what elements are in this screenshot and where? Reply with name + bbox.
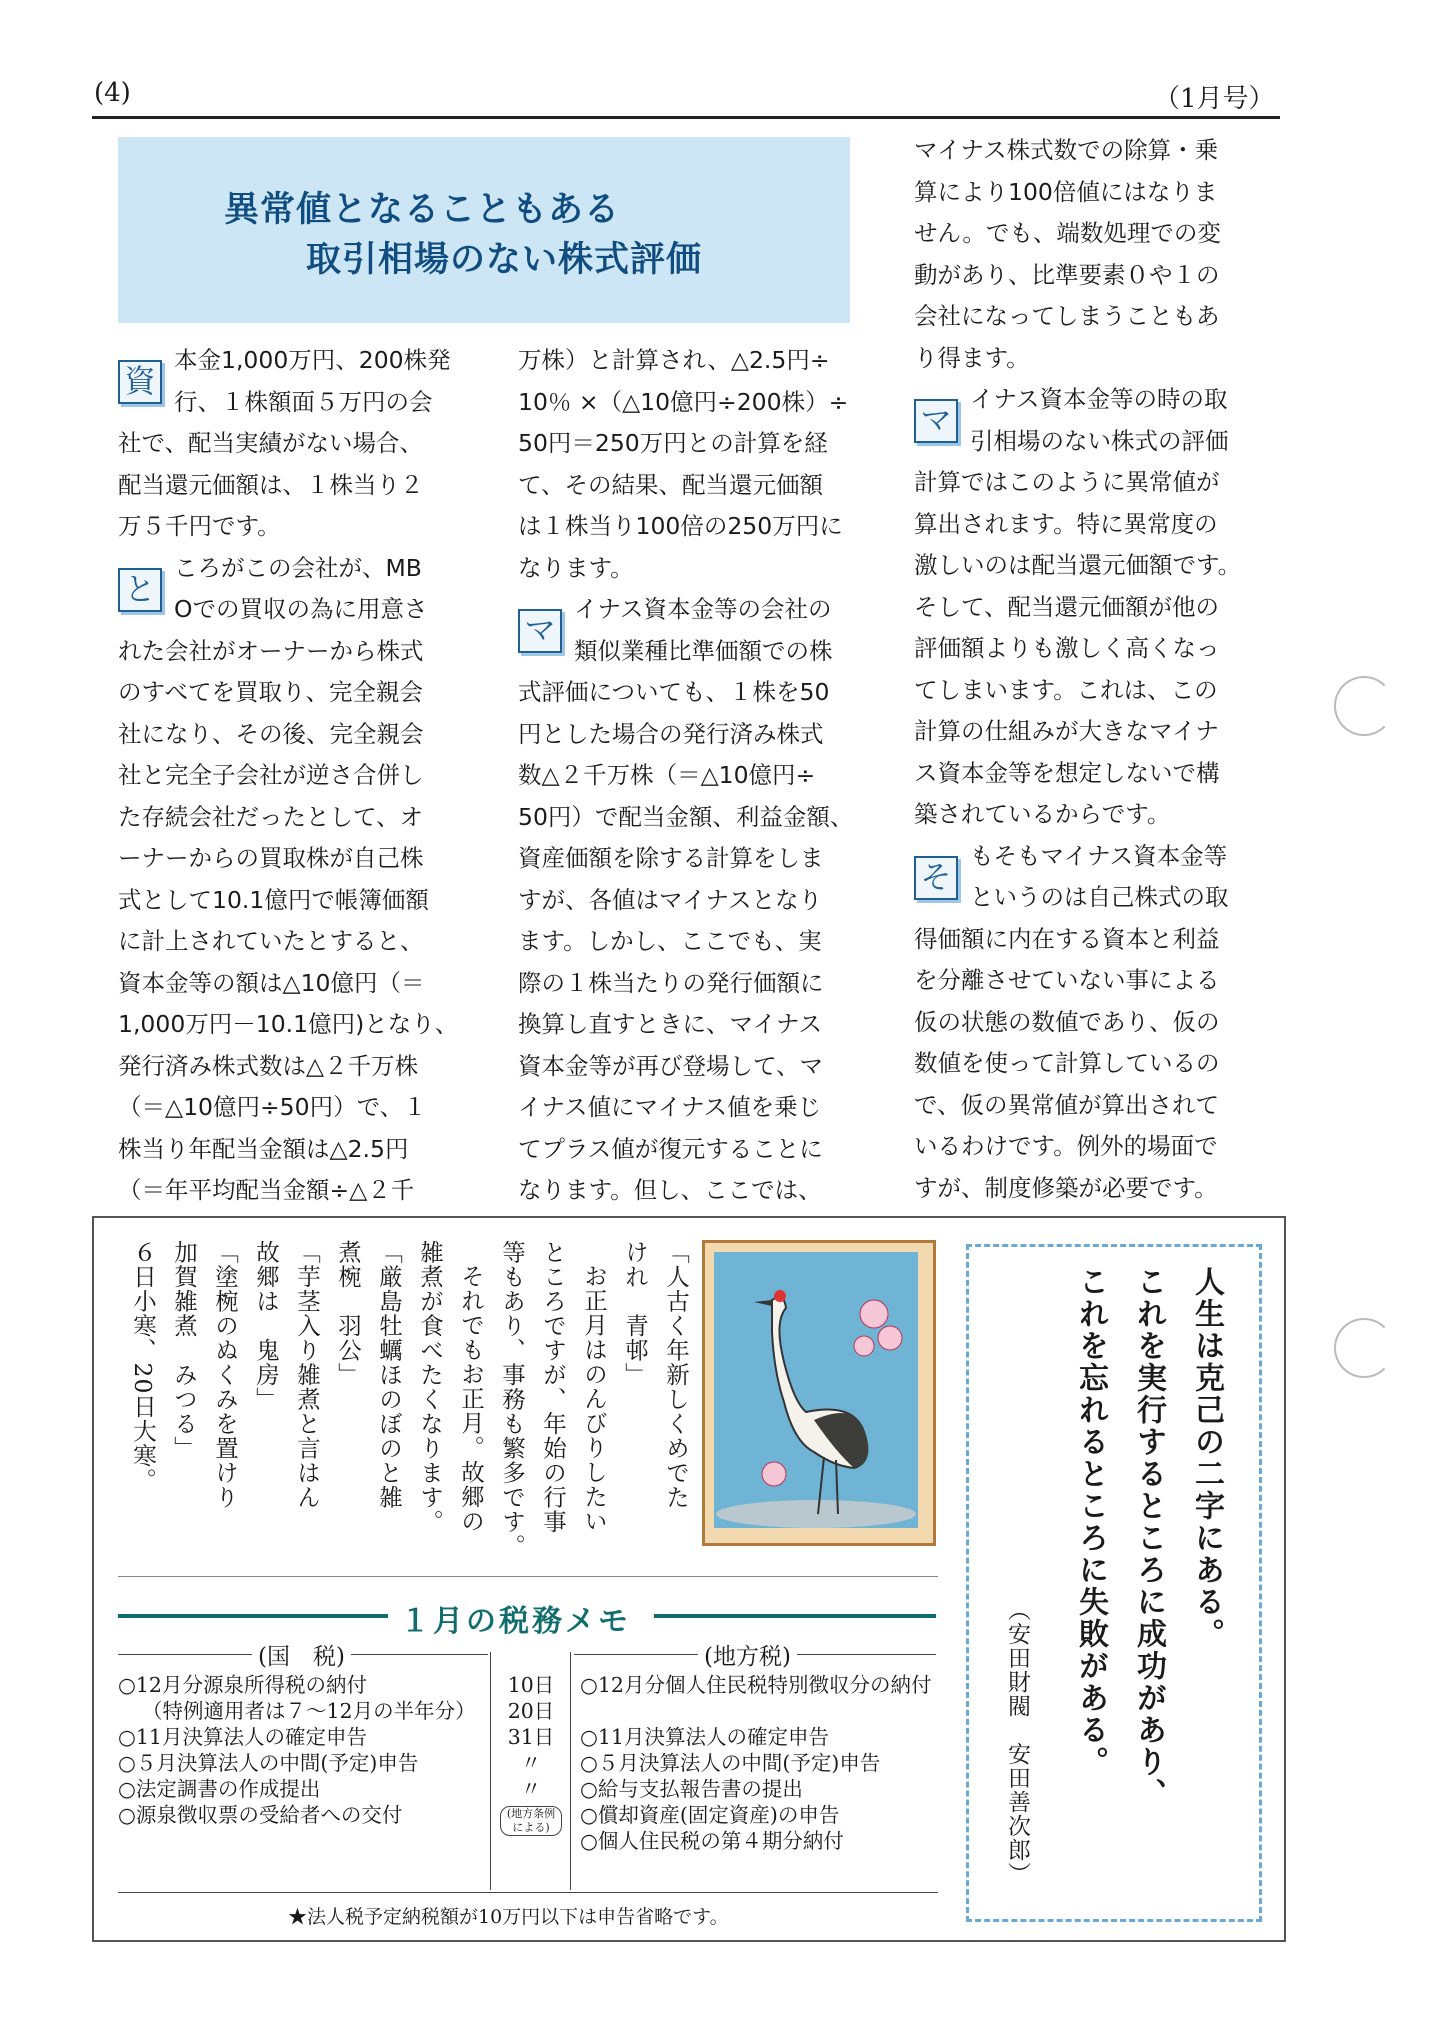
- essay-column: 等もあり、事務も繁多です。: [498, 1240, 526, 1559]
- text-line: で、仮の異常値が算出されて: [914, 1090, 1220, 1119]
- memo-title: １月の税務メモ: [400, 1604, 631, 1639]
- national-tax-list: [118, 1672, 476, 1828]
- page-number: (4): [94, 78, 131, 108]
- text-line: 換算し直すときに、マイナス: [518, 1010, 823, 1038]
- text-line: なります。但し、ここでは、: [518, 1176, 822, 1204]
- quote-author: （安田財閥 安田善次郎）: [1004, 1598, 1030, 1886]
- essay-column: けれ 青邨」: [621, 1240, 649, 1387]
- local-tax-list: [580, 1672, 931, 1854]
- article-column-3: [914, 130, 1264, 1209]
- crane-icon: [714, 1252, 918, 1528]
- memo-dates: [496, 1672, 566, 1836]
- text-line: 類似業種比準価額での株: [574, 636, 833, 665]
- text-line: すが、各値はマイナスとなり: [518, 885, 823, 914]
- essay-column: 加賀雑煮 みつる」: [170, 1240, 198, 1461]
- text-line: （＝年平均配当金額÷△２千: [118, 1176, 415, 1204]
- memo-item: （特例適用者は７～12月の半年分）: [142, 1699, 476, 1723]
- divider: [490, 1652, 491, 1890]
- text-line: ころがこの会社が、MB: [174, 553, 422, 582]
- text-line: イナス値にマイナス値を乗じ: [518, 1093, 822, 1121]
- memo-item: ○５月決算法人の中間(予定)申告: [118, 1751, 419, 1775]
- text-line: というのは自己株式の取: [970, 883, 1229, 911]
- essay-column: 「厳島牡蠣ほのぼのと雑: [375, 1240, 403, 1510]
- essay-column: 煮椀 羽公」: [334, 1240, 362, 1387]
- memo-footnote: ★法人税予定納税額が10万円以下は申告省略です。: [288, 1906, 729, 1928]
- text-line: （＝△10億円÷50円）で、１: [118, 1093, 427, 1121]
- date-note-line: (地方条例: [506, 1807, 556, 1820]
- drop-cap-ma: マ: [914, 399, 958, 443]
- text-line: せん。でも、端数処理での変: [914, 219, 1221, 247]
- text-line: のすべてを買取り、完全親会: [118, 678, 424, 706]
- memo-item: ○償却資産(固定資産)の申告: [580, 1803, 840, 1827]
- memo-item: ○12月分個人住民税特別徴収分の納付: [580, 1673, 932, 1697]
- text-line: を分離させていない事による: [914, 966, 1220, 994]
- text-line: もそもマイナス資本金等: [970, 841, 1228, 870]
- drop-cap-to: と: [118, 568, 162, 612]
- text-line: 数値を使って計算しているの: [914, 1049, 1220, 1077]
- text-line: 10％ ×（△10億円÷200株）÷: [518, 387, 849, 416]
- essay-column: 「芋茎入り雑煮と言はん: [293, 1240, 321, 1510]
- text-line: 本金1,000万円、200株発: [174, 346, 451, 374]
- text-line: Oでの買収の為に用意さ: [174, 595, 428, 623]
- memo-title-rule-left: [118, 1614, 388, 1618]
- text-line: 社になり、その後、完全親会: [118, 719, 424, 748]
- memo-item: [580, 1698, 931, 1724]
- drop-cap-ma: マ: [518, 609, 562, 653]
- text-line: 社で、配当実績がない場合、: [118, 429, 424, 457]
- text-line: 資産価額を除する計算をしま: [518, 844, 824, 872]
- text-line: 得価額に内在する資本と利益: [914, 924, 1220, 953]
- text-line: 万５千円です。: [118, 512, 281, 540]
- quote-line-3: これを忘れるところに失敗がある。: [1073, 1266, 1108, 1778]
- text-line: いるわけです。例外的場面で: [914, 1132, 1218, 1160]
- memo-date: 10日: [507, 1673, 555, 1697]
- essay-column: 故郷は 鬼房」: [252, 1240, 280, 1412]
- text-line: 評価額よりも激しく高くなっ: [914, 634, 1220, 662]
- memo-date: 〃: [520, 1751, 542, 1775]
- text-line: てプラス値が復元することに: [518, 1134, 823, 1163]
- essay-column: 雑煮が食べたくなります。: [416, 1240, 444, 1534]
- essay-column: それでもお正月。故郷の: [457, 1264, 485, 1534]
- article-column-2: [518, 340, 858, 1212]
- quote-line-2: これを実行するところに成功があり、: [1131, 1266, 1166, 1810]
- text-line: 動があり、比準要素０や１の: [914, 260, 1220, 289]
- memo-item: ○給与支払報告書の提出: [580, 1777, 803, 1801]
- memo-date: 31日: [507, 1725, 555, 1749]
- title-line-2: 取引相場のない株式評価: [306, 240, 703, 280]
- text-line: 会社になってしまうこともあ: [914, 302, 1220, 330]
- text-line: に計上されていたとすると、: [118, 927, 424, 955]
- issue-label: （1月号）: [1154, 84, 1275, 114]
- text-line: 数△２千万株（＝△10億円÷: [518, 761, 816, 789]
- text-line: 50円＝250万円との計算を経: [518, 429, 828, 457]
- text-line: 万株）と計算され、△2.5円÷: [518, 346, 830, 374]
- text-line: 社と完全子会社が逆さ合併し: [118, 761, 424, 789]
- memo-item: ○11月決算法人の確定申告: [118, 1725, 367, 1749]
- binder-hole: [1334, 1318, 1394, 1378]
- memo-date: 20日: [507, 1699, 555, 1723]
- text-line: は１株当り100倍の250万円に: [518, 512, 843, 540]
- divider: [570, 1652, 571, 1890]
- text-line: り得ます。: [914, 343, 1030, 372]
- text-line: 際の１株当たりの発行価額に: [518, 968, 824, 997]
- text-line: た存続会社だったとして、オ: [118, 802, 424, 831]
- essay-column: 「人古く年新しくめでた: [662, 1240, 690, 1510]
- local-tax-label: (地方税): [698, 1638, 797, 1671]
- crane-illustration: [714, 1252, 918, 1528]
- text-line: ーナーからの買取株が自己株: [118, 844, 424, 872]
- text-line: マイナス株式数での除算・乗: [914, 136, 1219, 164]
- text-line: そして、配当還元価額が他の: [914, 592, 1220, 621]
- text-line: てしまいます。これは、この: [914, 675, 1218, 704]
- text-line: ス資本金等を想定しないで構: [914, 758, 1220, 787]
- memo-item: ○11月決算法人の確定申告: [580, 1725, 829, 1749]
- title-line-1: 異常値となることもある: [224, 190, 621, 230]
- national-tax-label: (国 税): [252, 1638, 351, 1671]
- binder-hole: [1334, 676, 1394, 736]
- divider: [118, 1892, 938, 1893]
- text-line: れた会社がオーナーから株式: [118, 636, 424, 665]
- essay-column: お正月はのんびりしたい: [580, 1264, 608, 1534]
- text-line: 資本金等が再び登場して、マ: [518, 1051, 824, 1080]
- text-line: 発行済み株式数は△２千万株: [118, 1051, 419, 1080]
- text-line: 配当還元価額は、１株当り２: [118, 470, 424, 499]
- drop-cap-so: そ: [914, 856, 958, 900]
- new-year-essay: [96, 1240, 696, 1570]
- text-line: イナス資本金等の会社の: [574, 595, 832, 623]
- text-line: 円とした場合の発行済み株式: [518, 719, 824, 748]
- text-line: 資本金等の額は△10億円（＝: [118, 968, 425, 997]
- text-line: 仮の状態の数値であり、仮の: [914, 1007, 1220, 1036]
- drop-cap-shi: 資: [118, 360, 162, 404]
- text-line: すが、制度修築が必要です。: [914, 1173, 1218, 1202]
- divider: [118, 1576, 938, 1577]
- text-line: 激しいのは配当還元価額です。: [914, 551, 1242, 579]
- text-line: ます。しかし、ここでも、実: [518, 927, 822, 955]
- memo-title-rule-right: [654, 1614, 936, 1618]
- text-line: て、その結果、配当還元価額: [518, 470, 824, 499]
- memo-item: ○源泉徴収票の受給者への交付: [118, 1803, 403, 1827]
- header-rule: [92, 116, 1280, 119]
- text-line: 算により100倍値にはなりま: [914, 177, 1218, 206]
- memo-date: 〃: [520, 1777, 542, 1801]
- essay-column: 「塗椀のぬくみを置けり: [211, 1240, 239, 1510]
- text-line: 算出されます。特に異常度の: [914, 509, 1218, 538]
- text-line: 計算の仕組みが大きなマイナ: [914, 717, 1220, 745]
- memo-item: ○法定調書の作成提出: [118, 1777, 321, 1801]
- text-line: 50円）で配当金額、利益金額、: [518, 802, 854, 831]
- memo-item: ○５月決算法人の中間(予定)申告: [580, 1751, 881, 1775]
- memo-item: ○個人住民税の第４期分納付: [580, 1829, 844, 1853]
- essay-column: ところですが、年始の行事: [539, 1240, 567, 1534]
- date-note-line: による): [512, 1821, 550, 1834]
- text-line: 引相場のない株式の評価: [970, 426, 1229, 455]
- text-line: 株当り年配当金額は△2.5円: [118, 1134, 409, 1163]
- memo-item: ○12月分源泉所得税の納付: [118, 1673, 367, 1697]
- text-line: 式として10.1億円で帳簿価額: [118, 885, 429, 914]
- text-line: 築されているからです。: [914, 800, 1171, 828]
- essay-column: ６日小寒、20日大寒。: [129, 1240, 157, 1493]
- quote-line-1: 人生は克己の二字にある。: [1189, 1266, 1224, 1650]
- text-line: 1,000万円－10.1億円)となり、: [118, 1010, 458, 1038]
- date-note: [500, 1806, 562, 1836]
- text-line: イナス資本金等の時の取: [970, 385, 1228, 413]
- text-line: 行、１株額面５万円の会: [174, 387, 433, 416]
- text-line: 計算ではこのように異常値が: [914, 468, 1220, 496]
- article-column-1: [118, 340, 458, 1212]
- text-line: 式評価についても、１株を50: [518, 678, 830, 706]
- text-line: なります。: [518, 553, 634, 582]
